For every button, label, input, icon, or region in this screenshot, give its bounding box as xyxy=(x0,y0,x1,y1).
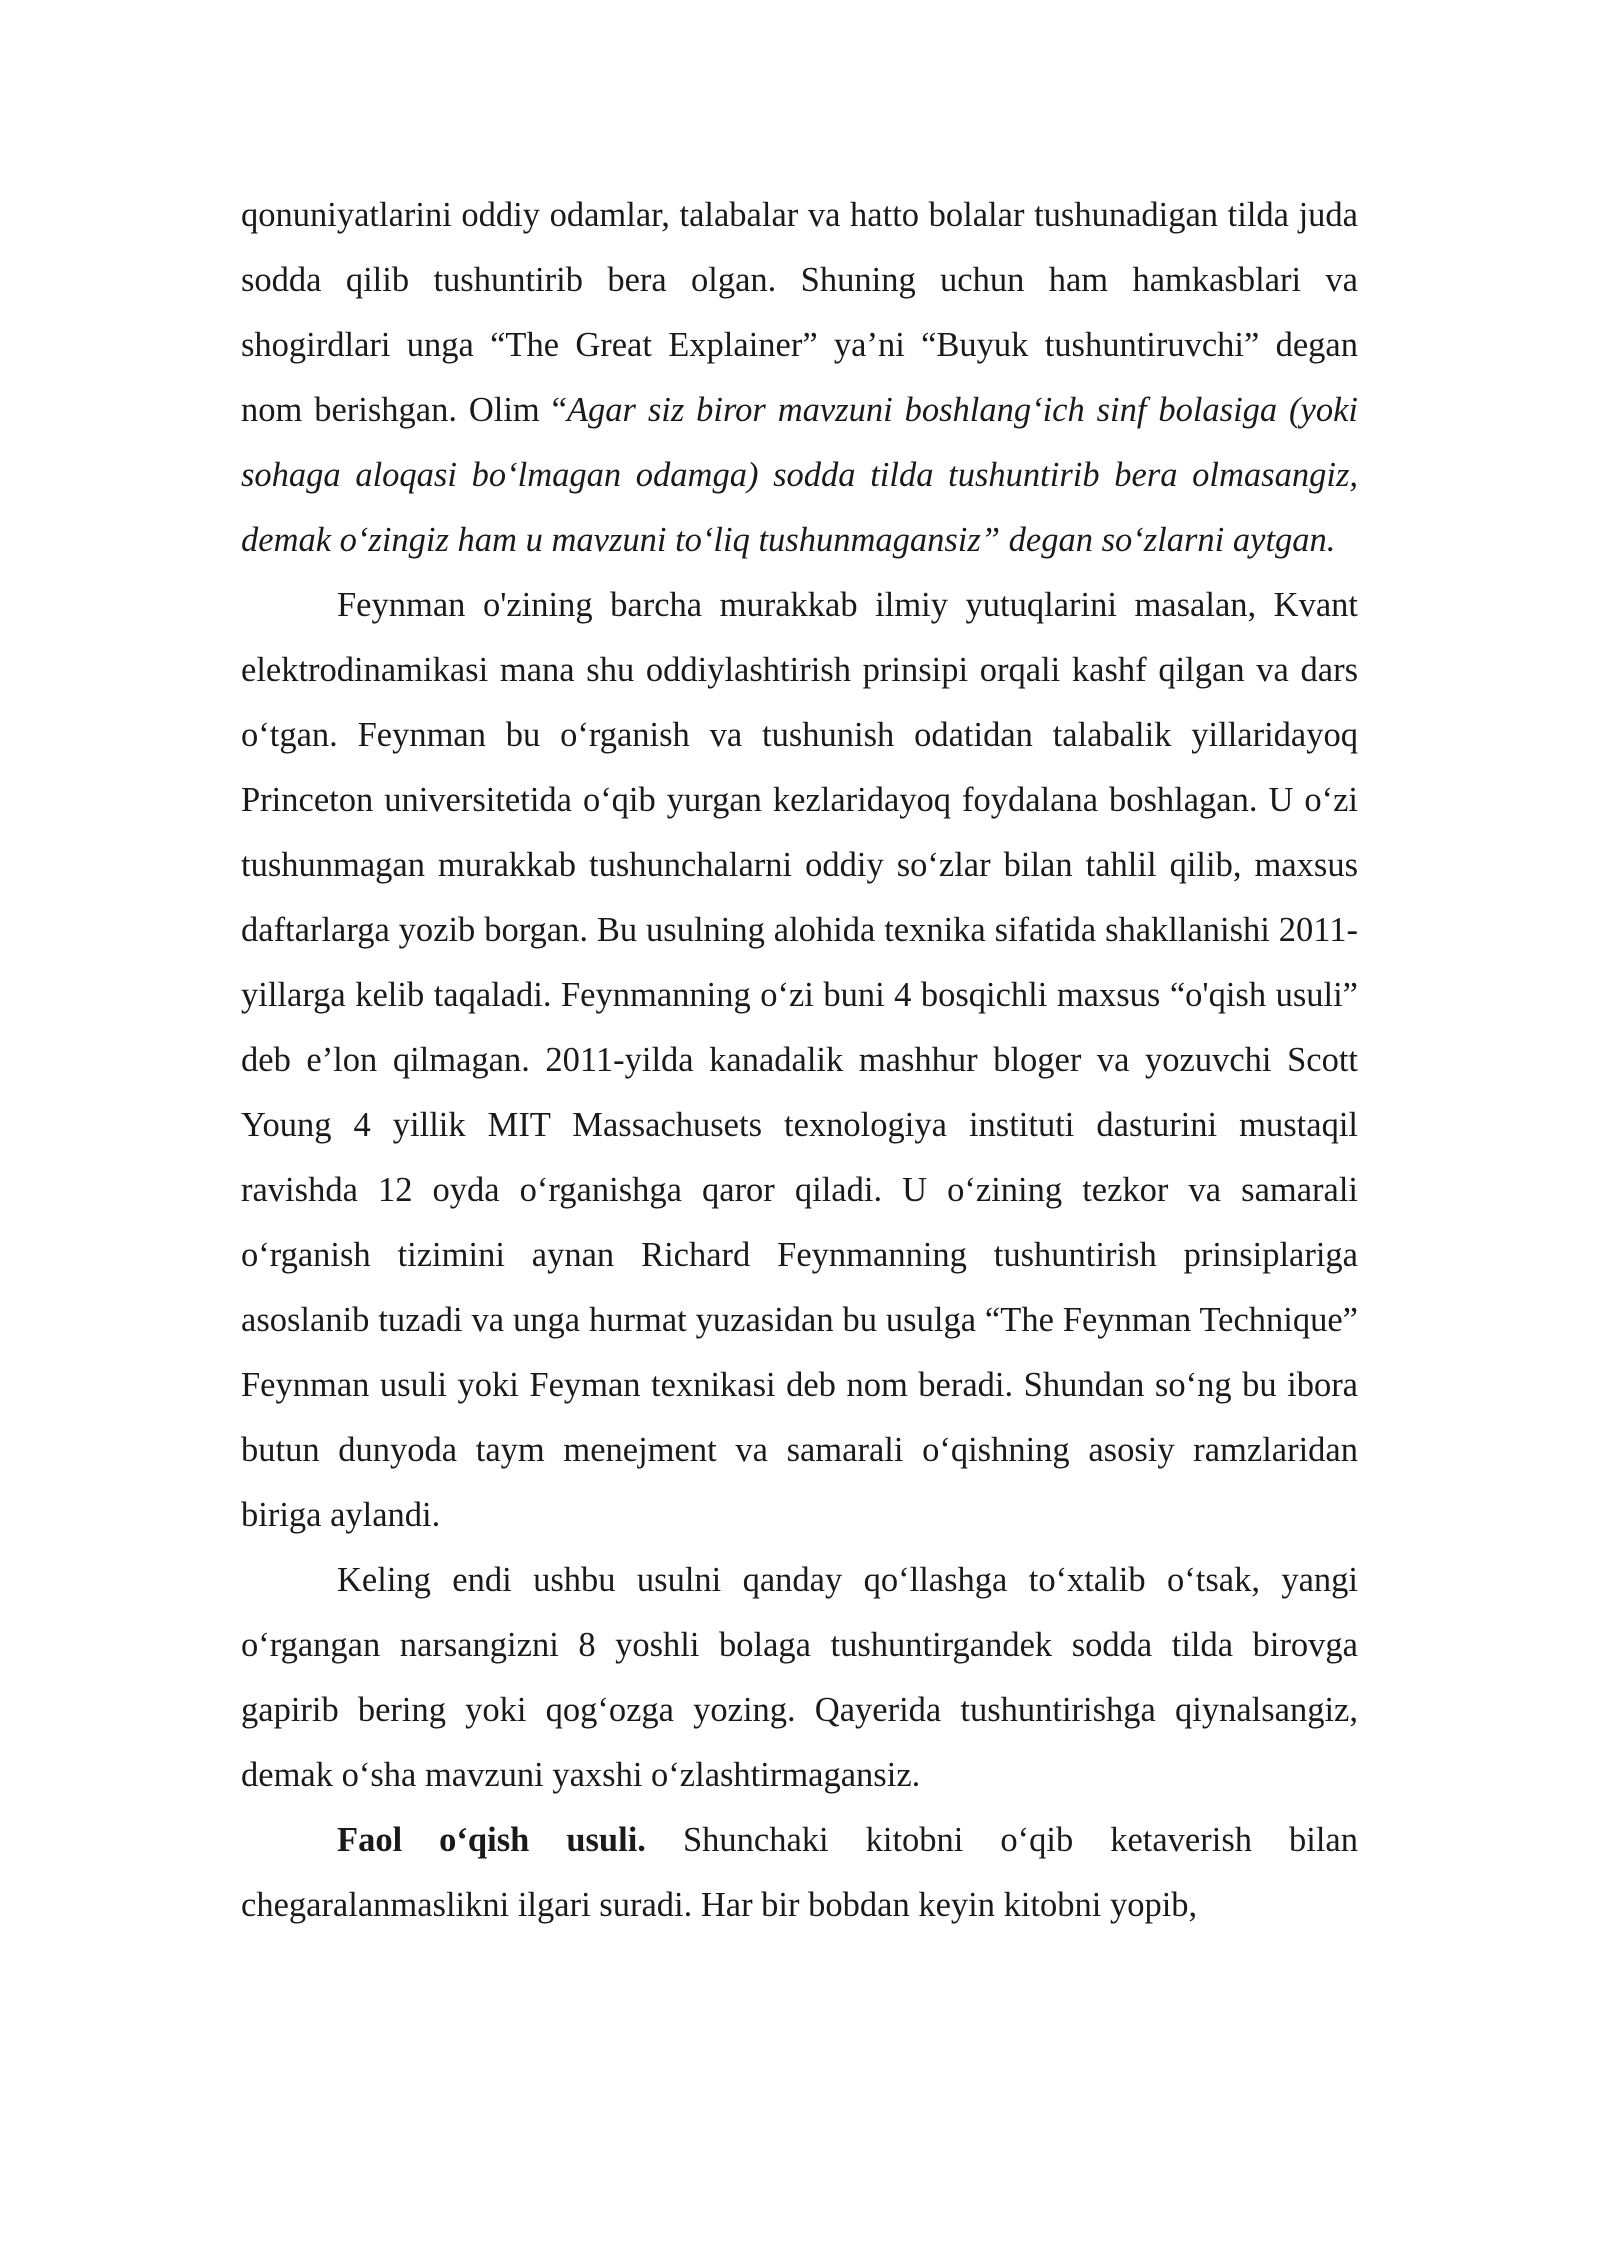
text-run: qonuniyatlarini oddiy odamlar, talabalar va hatto bolalar tushunadigan tilda juda sodda qilib tushuntirib bera olgan. Shuning uchun ham hamkasblari va shogirdlari unga “The Great Explainer” ya’ni “Buyuk tushuntiruvchi” degan nom berishgan. Olim “ xyxy=(241,196,1358,429)
text-run: Shunchaki kitobni o‘qib ketaverish bilan chegaralanmaslikni ilgari suradi. Har bir bobdan keyin kitobni yopib, xyxy=(241,1821,1358,1924)
section-heading-active-reading: Faol o‘qish usuli. xyxy=(337,1821,646,1859)
paragraph-feynman-technique-history xyxy=(241,573,1358,1548)
document-body xyxy=(241,183,1358,1938)
text-run: Keling endi ushbu usulni qanday qo‘llashga to‘xtalib o‘tsak, yangi o‘rgangan narsangizni 8 yoshli bolaga tushuntirgandek sodda tilda birovga gapirib bering yoki qog‘ozga yozing. Qayerida tushuntirishga qiynalsangiz, demak o‘sha mavzuni yaxshi o‘zlashtirmagansiz. xyxy=(241,1561,1358,1794)
paragraph-how-to-apply xyxy=(241,1548,1358,1808)
paragraph-active-reading xyxy=(241,1808,1358,1938)
text-run: Feynman o'zining barcha murakkab ilmiy yutuqlarini masalan, Kvant elektrodinamikasi mana shu oddiylashtirish prinsipi orqali kashf qilgan va dars o‘tgan. Feynman bu o‘rganish va tushunish odatidan talabalik yillaridayoq Princeton universitetida o‘qib yurgan kezlaridayoq foydalana boshlagan. U o‘zi tushunmagan murakkab tushunchalarni oddiy so‘zlar bilan tahlil qilib, maxsus daftarlarga yozib borgan. Bu usulning alohida texnika sifatida shakllanishi 2011-yillarga kelib taqaladi. Feynmanning o‘zi buni 4 bosqichli maxsus “o'qish usuli” deb e’lon qilmagan. 2011-yilda kanadalik mashhur bloger va yozuvchi Scott Young 4 yillik MIT Massachusets texnologiya instituti dasturini mustaqil ravishda 12 oyda o‘rganishga qaror qiladi. U o‘zining tezkor va samarali o‘rganish tizimini aynan Richard Feynmanning tushuntirish prinsiplariga asoslanib tuzadi va unga hurmat yuzasidan bu usulga “The Feynman Technique” Feynman usuli yoki Feyman texnikasi deb nom beradi. Shundan so‘ng bu ibora butun dunyoda taym menejment va samarali o‘qishning asosiy ramzlaridan biriga aylandi. xyxy=(241,586,1358,1534)
quote-text: Agar siz biror mavzuni boshlang‘ich sinf bolasiga (yoki sohaga aloqasi bo‘lmagan odamga) sodda tilda tushuntirib bera olmasangiz, demak o‘zingiz ham u mavzuni to‘liq tushunmagansiz” degan so‘zlarni aytgan. xyxy=(241,391,1358,559)
paragraph-feynman-explainer xyxy=(241,183,1358,573)
